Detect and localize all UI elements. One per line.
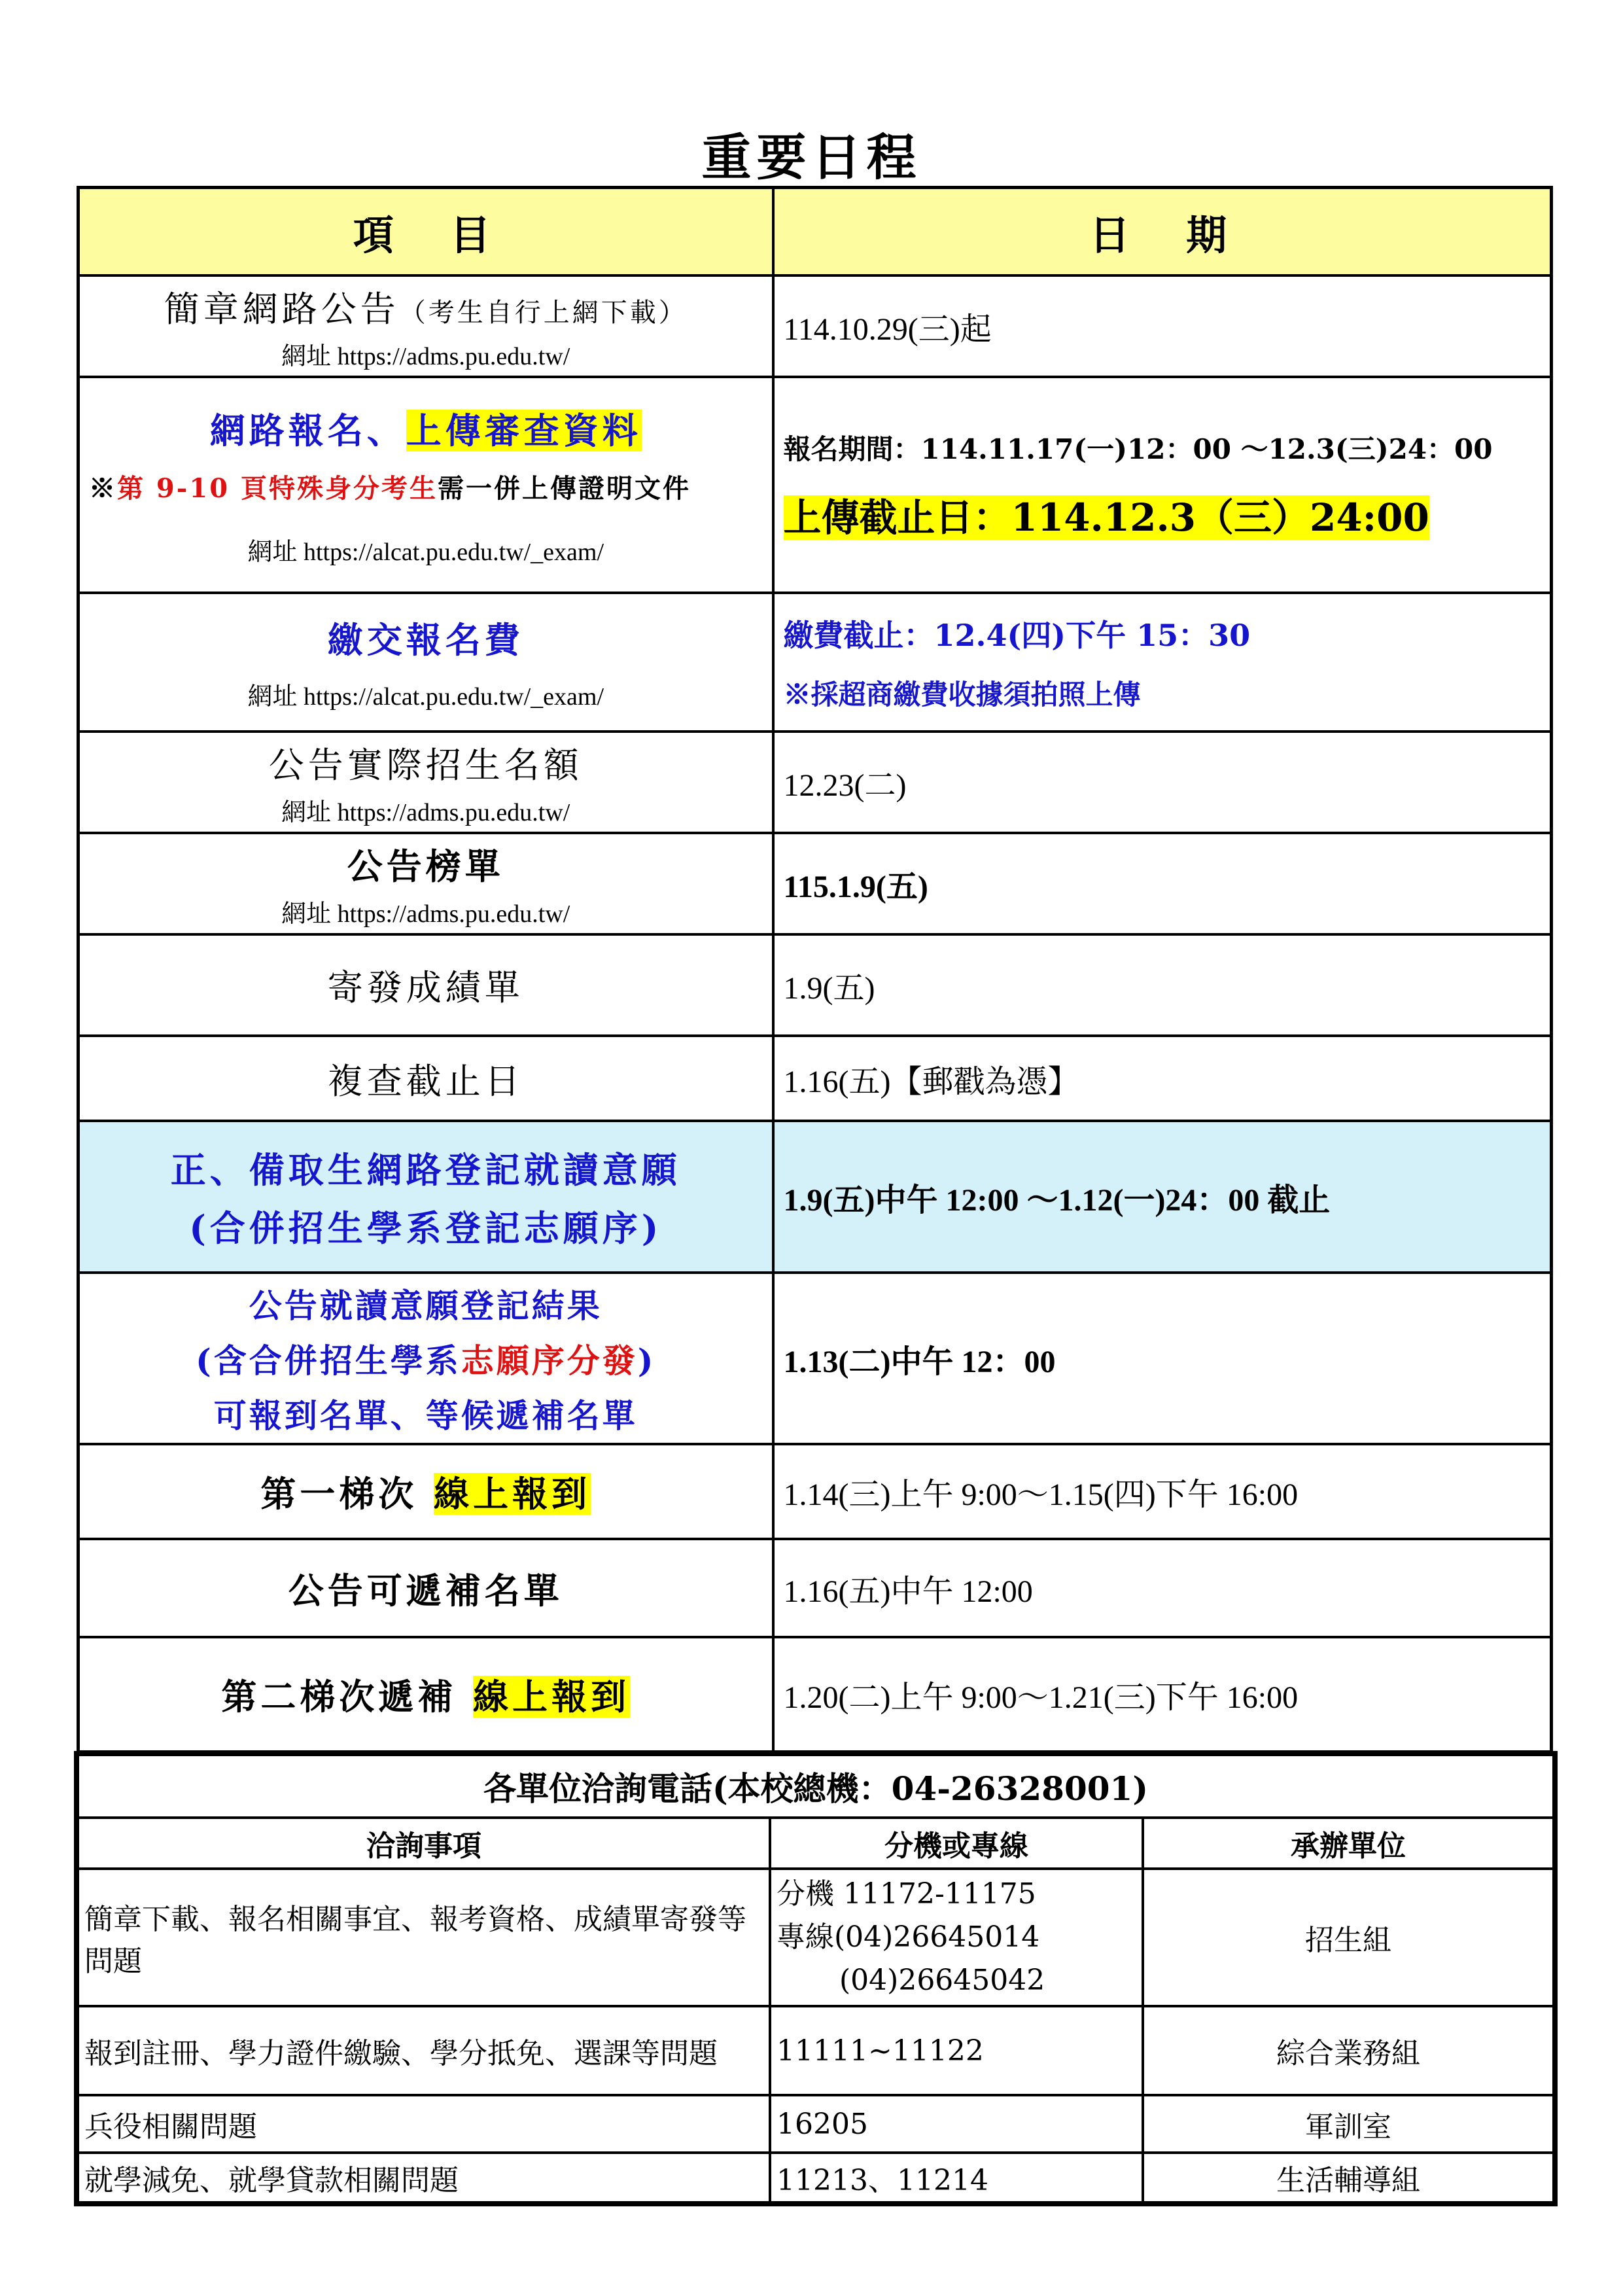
contact-unit: 生活輔導組: [1143, 2153, 1555, 2204]
item-label: 網路報名、: [209, 409, 406, 451]
item-label: 第一梯次: [260, 1473, 434, 1515]
item-note: （考生自行上網下載）: [399, 297, 688, 328]
item-label-red: 志願序分發: [461, 1341, 638, 1380]
item-label-highlight: 線上報到: [434, 1473, 591, 1515]
item-date: 115.1.9(五): [773, 833, 1552, 934]
header-item: 項 目: [79, 188, 773, 276]
item-date: 114.10.29(三)起: [773, 275, 1552, 377]
page-title: 重要日程: [701, 128, 922, 186]
item-date: 繳費截止：12.4(四)下午 15：30: [783, 618, 1251, 653]
contact-title-row: [77, 1754, 1555, 1818]
schedule-row: [79, 1539, 1552, 1637]
item-label-sub: (含合併招生學系: [196, 1341, 461, 1380]
contact-header-unit: 承辦單位: [1143, 1818, 1555, 1869]
contact-row: [77, 1869, 1555, 2006]
schedule-row: [79, 1121, 1552, 1273]
contact-title: 各單位洽詢電話(本校總機：04-26328001): [77, 1754, 1555, 1818]
contact-topic: 報到註冊、學力證件繳驗、學分抵免、選課等問題: [77, 2006, 770, 2095]
item-label-highlight: 線上報到: [473, 1675, 631, 1718]
item-date: 1.20(二)上午 9:00～1.21(三)下午 16:00: [773, 1637, 1552, 1752]
schedule-row: [79, 1273, 1552, 1444]
schedule-row: [79, 833, 1552, 934]
item-label: 第二梯次遞補: [221, 1675, 474, 1718]
contact-ext: (04)26645042: [839, 1964, 1045, 1997]
item-label-line3: 可報到名單、等候遞補名單: [213, 1396, 638, 1435]
item-date: 報名期間：114.11.17(一)12：00 ～12.3(三)24：00: [783, 433, 1493, 465]
contact-unit: 綜合業務組: [1143, 2006, 1555, 2095]
contact-ext: 專線(04)26645014: [777, 1920, 1040, 1954]
item-url: 網址 https://adms.pu.edu.tw/: [281, 798, 570, 826]
contact-topic: 就學減免、就學貸款相關問題: [77, 2153, 770, 2204]
item-label-highlight: 上傳審查資料: [406, 409, 642, 451]
schedule-table: [77, 186, 1553, 1754]
contact-row: [77, 2153, 1555, 2204]
item-date: 1.9(五)中午 12:00 ～1.12(一)24：00 截止: [773, 1121, 1552, 1273]
contact-ext: 11213、11214: [770, 2153, 1143, 2204]
schedule-row: [79, 934, 1552, 1036]
contact-header-ext: 分機或專線: [770, 1818, 1143, 1869]
item-date: 1.16(五)中午 12:00: [773, 1539, 1552, 1637]
item-label: 簡章網路公告: [164, 288, 400, 330]
contact-topic: 簡章下載、報名相關事宜、報考資格、成績單寄發等問題: [77, 1869, 770, 2006]
contact-unit: 招生組: [1143, 1869, 1555, 2006]
item-label: 公告可遞補名單: [79, 1539, 773, 1637]
contact-header-topic: 洽詢事項: [77, 1818, 770, 1869]
schedule-row: [79, 275, 1552, 377]
item-label: 複查截止日: [79, 1036, 773, 1121]
contact-topic: 兵役相關問題: [77, 2095, 770, 2153]
schedule-row: [79, 732, 1552, 833]
note-rest: 需一併上傳證明文件: [437, 472, 691, 504]
item-date: 1.14(三)上午 9:00～1.15(四)下午 16:00: [773, 1444, 1552, 1539]
schedule-header-row: [79, 188, 1552, 276]
contact-ext: 16205: [770, 2095, 1143, 2153]
item-label: 正、備取生網路登記就讀意願: [170, 1149, 681, 1191]
item-date: 1.13(二)中午 12：00: [773, 1273, 1552, 1444]
schedule-row: [79, 1444, 1552, 1539]
item-label-close: ): [637, 1341, 656, 1380]
schedule-row: [79, 377, 1552, 593]
item-url: 網址 https://alcat.pu.edu.tw/_exam/: [247, 538, 604, 566]
item-label: 繳交報名費: [327, 619, 524, 661]
contact-table: [74, 1751, 1558, 2206]
contact-row: [77, 2006, 1555, 2095]
schedule-row: [79, 1637, 1552, 1752]
item-url: 網址 https://alcat.pu.edu.tw/_exam/: [247, 683, 604, 711]
item-label: 公告榜單: [347, 845, 504, 887]
schedule-row: [79, 593, 1552, 732]
note-mark: ※: [89, 472, 117, 504]
item-note: ※採超商繳費收據須拍照上傳: [783, 679, 1141, 711]
schedule-row: [79, 1036, 1552, 1121]
header-date: 日 期: [773, 188, 1552, 276]
item-date: 12.23(二): [773, 732, 1552, 833]
contact-unit: 軍訓室: [1143, 2095, 1555, 2153]
item-label: 公告就讀意願登記結果: [249, 1286, 602, 1325]
item-url: 網址 https://adms.pu.edu.tw/: [281, 342, 570, 370]
item-date: 1.16(五)【郵戳為憑】: [773, 1036, 1552, 1121]
item-deadline: 上傳截止日：114.12.3（三）24:00: [783, 495, 1429, 540]
contact-ext: 11111~11122: [770, 2006, 1143, 2095]
item-label: 公告實際招生名額: [268, 744, 583, 786]
item-url: 網址 https://adms.pu.edu.tw/: [281, 900, 570, 928]
contact-header-row: [77, 1818, 1555, 1869]
item-date: 1.9(五): [773, 934, 1552, 1036]
contact-ext: 分機 11172-11175: [777, 1877, 1036, 1911]
item-label: 寄發成績單: [79, 934, 773, 1036]
contact-row: [77, 2095, 1555, 2153]
item-label-sub: (合併招生學系登記志願序): [189, 1207, 663, 1249]
note-red: 第 9-10 頁特殊身分考生: [117, 472, 438, 504]
